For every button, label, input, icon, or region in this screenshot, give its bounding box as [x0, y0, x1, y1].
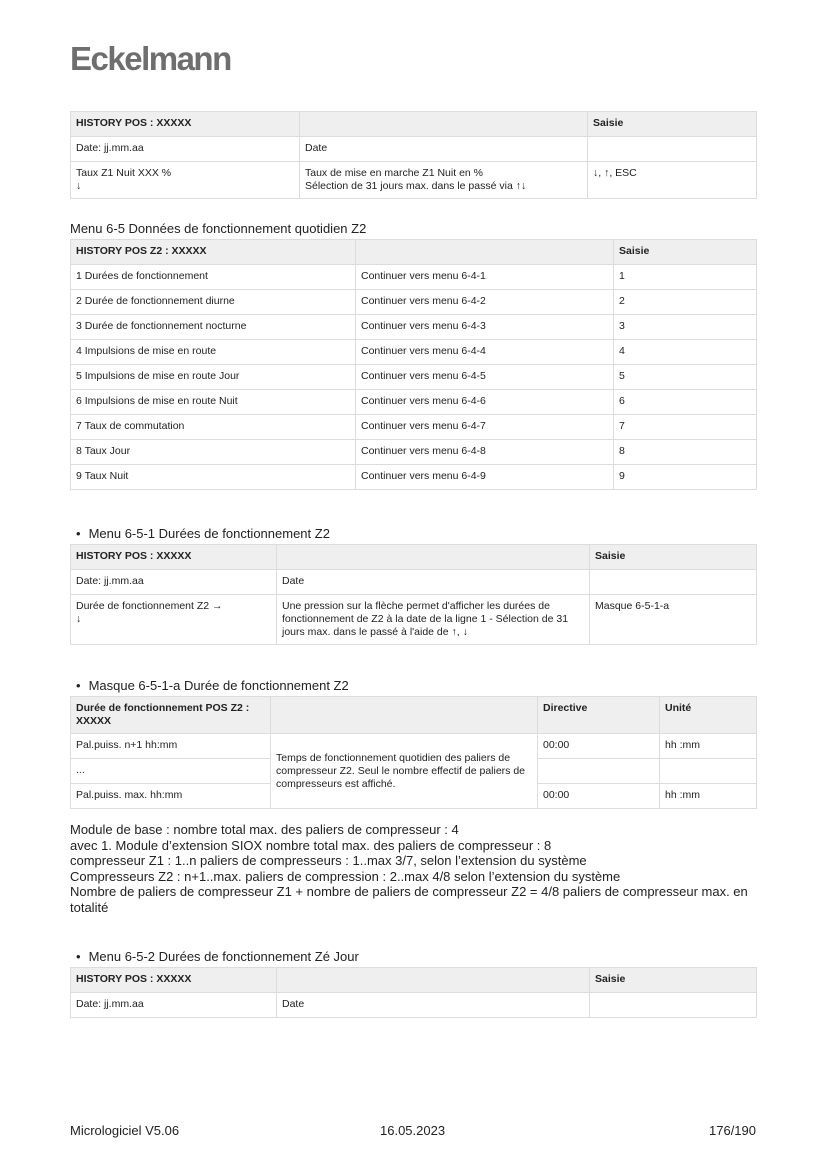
table-cell: Continuer vers menu 6-4-9 [356, 465, 614, 490]
table-row [71, 734, 757, 759]
table-cell: 1 Durées de fonctionnement [71, 265, 356, 290]
section-caption: • Menu 6-5-1 Durées de fonctionnement Z2 [70, 526, 756, 541]
table-cell: Continuer vers menu 6-4-1 [356, 265, 614, 290]
table-cell: 2 Durée de fonctionnement diurne [71, 290, 356, 315]
note-line: avec 1. Module d’extension SIOX nombre total max. des paliers de compresseur : 8 [70, 837, 552, 853]
table-cell: Taux de mise en marche Z1 Nuit en % Sélection de 31 jours max. dans le passé via ↑↓ [300, 162, 588, 199]
table-cell: 5 Impulsions de mise en route Jour [71, 365, 356, 390]
table-cell: 4 [614, 340, 757, 365]
table-header-row [71, 968, 757, 993]
note-line: compresseur Z1 : 1..n paliers de compresseurs : 1..max 3/7, selon l’extension du système [70, 853, 587, 868]
menu-6-5-1-section [70, 526, 756, 645]
table-row [71, 365, 757, 390]
table-row [71, 440, 757, 465]
section-caption: • Menu 6-5-2 Durées de fonctionnement Zé Jour [70, 949, 756, 964]
footer-page-number: 176/190 [709, 1123, 756, 1138]
table-row [71, 465, 757, 490]
table-cell: Date [277, 993, 590, 1018]
table-cell [356, 240, 614, 265]
table-cell: Continuer vers menu 6-4-7 [356, 415, 614, 440]
table-header-row [71, 112, 757, 137]
table-cell: Saisie [590, 545, 757, 570]
table-cell [277, 545, 590, 570]
table-cell: Unité [660, 697, 757, 734]
table-cell: Pal.puiss. n+1 hh:mm [71, 734, 271, 759]
table-cell: ... [71, 759, 271, 784]
table-row [71, 162, 757, 199]
table-cell: HISTORY POS : XXXXX [71, 545, 277, 570]
table-row [71, 290, 757, 315]
table-cell [590, 993, 757, 1018]
table-cell: Continuer vers menu 6-4-2 [356, 290, 614, 315]
table-cell: 4 Impulsions de mise en route [71, 340, 356, 365]
table-cell: 00:00 [538, 784, 660, 809]
table-row [71, 415, 757, 440]
table-cell: 5 [614, 365, 757, 390]
table-cell: Saisie [614, 240, 757, 265]
footer-date: 16.05.2023 [380, 1123, 446, 1138]
menu-6-5-2-section [70, 949, 756, 1018]
mask-6-5-1-a-section [70, 678, 756, 809]
note-line: Nombre de paliers de compresseur Z1 + nombre de paliers de compresseur Z2 = 4/8 paliers de compresseur max. en totalité [70, 884, 748, 915]
table-cell: Saisie [590, 968, 757, 993]
table-cell: Continuer vers menu 6-4-3 [356, 315, 614, 340]
table-cell: hh :mm [660, 784, 757, 809]
table-cell: 6 [614, 390, 757, 415]
note-line: Module de base : nombre total max. des paliers de compresseur : 4 [70, 822, 459, 837]
history-table-z1-night [70, 111, 756, 199]
footer-firmware: Micrologiciel V5.06 [70, 1123, 180, 1138]
table-cell: 6 Impulsions de mise en route Nuit [71, 390, 356, 415]
table-cell [277, 968, 590, 993]
table-cell: 7 [614, 415, 757, 440]
table-cell: 2 [614, 290, 757, 315]
table-cell: Date: jj.mm.aa [71, 570, 277, 595]
table-cell: Continuer vers menu 6-4-6 [356, 390, 614, 415]
table-cell: 8 [614, 440, 757, 465]
table-row [71, 137, 757, 162]
menu-6-5-section [70, 221, 756, 490]
table-cell: Pal.puiss. max. hh:mm [71, 784, 271, 809]
table-cell: 9 Taux Nuit [71, 465, 356, 490]
table-row [71, 390, 757, 415]
table-header-row [71, 545, 757, 570]
table-row [71, 993, 757, 1018]
table-cell: Durée de fonctionnement POS Z2 : XXXXX [71, 697, 271, 734]
table-cell: HISTORY POS : XXXXX [71, 112, 300, 137]
table-row [71, 570, 757, 595]
table-cell: hh :mm [660, 734, 757, 759]
data-table [70, 696, 757, 809]
note-line: Compresseurs Z2 : n+1..max. paliers de compression : 2..max 4/8 selon l’extension du système [70, 868, 621, 884]
table-cell: Directive [538, 697, 660, 734]
table-cell: Continuer vers menu 6-4-5 [356, 365, 614, 390]
table-cell: HISTORY POS Z2 : XXXXX [71, 240, 356, 265]
eckelmann-logo: Eckelmann [70, 40, 231, 77]
table-cell: 1 [614, 265, 757, 290]
data-table [70, 544, 757, 645]
table-cell: Date [300, 137, 588, 162]
data-table [70, 239, 757, 490]
table-cell: 00:00 [538, 734, 660, 759]
table-cell: ↓, ↑, ESC [588, 162, 757, 199]
table-header-row [71, 697, 757, 734]
table-cell [271, 697, 538, 734]
table-cell: 9 [614, 465, 757, 490]
table-cell: Saisie [588, 112, 757, 137]
table-cell: 8 Taux Jour [71, 440, 356, 465]
table-cell: 7 Taux de commutation [71, 415, 356, 440]
table-cell [660, 759, 757, 784]
table-cell [300, 112, 588, 137]
table-cell: Temps de fonctionnement quotidien des paliers de compresseur Z2. Seul le nombre effectif de paliers de compresseurs est affiché. [271, 734, 538, 809]
table-cell: Date: jj.mm.aa [71, 993, 277, 1018]
table-row [71, 340, 757, 365]
section-caption: Menu 6-5 Données de fonctionnement quotidien Z2 [70, 221, 367, 236]
data-table [70, 111, 757, 199]
table-cell: 3 [614, 315, 757, 340]
table-header-row [71, 240, 757, 265]
table-cell: Masque 6-5-1-a [590, 595, 757, 645]
section-caption: • Masque 6-5-1-a Durée de fonctionnement Z2 [70, 678, 756, 693]
table-row [71, 595, 757, 645]
table-row [71, 315, 757, 340]
table-cell [590, 570, 757, 595]
table-cell: Une pression sur la flèche permet d'afficher les durées de fonctionnement de Z2 à la date de la ligne 1 - Sélection de 31 jours max. dans le passé à l'aide de ↑, ↓ [277, 595, 590, 645]
table-cell [588, 137, 757, 162]
table-cell: Date [277, 570, 590, 595]
table-cell: Continuer vers menu 6-4-4 [356, 340, 614, 365]
table-cell: HISTORY POS : XXXXX [71, 968, 277, 993]
table-cell: 3 Durée de fonctionnement nocturne [71, 315, 356, 340]
table-cell: Durée de fonctionnement Z2 → ↓ [71, 595, 277, 645]
data-table [70, 967, 757, 1018]
table-cell: Date: jj.mm.aa [71, 137, 300, 162]
table-row [71, 265, 757, 290]
table-cell: Taux Z1 Nuit XXX % ↓ [71, 162, 300, 199]
table-cell [538, 759, 660, 784]
compressor-notes [70, 822, 756, 915]
table-cell: Continuer vers menu 6-4-8 [356, 440, 614, 465]
